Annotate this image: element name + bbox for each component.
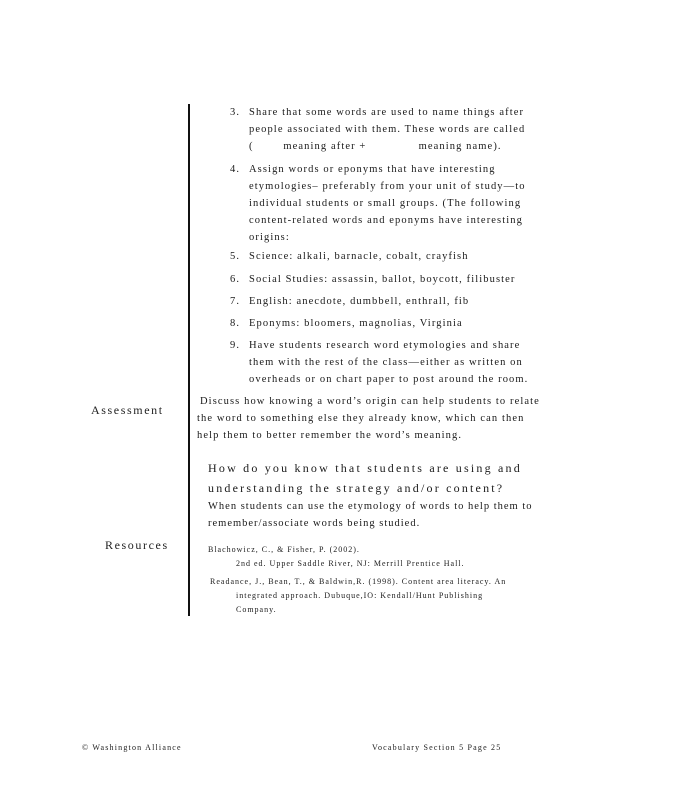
text-line: etymologies– preferably from your unit of study—to xyxy=(249,181,526,192)
text-line: content-related words and eponyms have interesting xyxy=(249,215,523,226)
list-item-text xyxy=(249,337,549,388)
list-item-text xyxy=(249,248,549,265)
list-item-number: 7. xyxy=(230,296,241,307)
text-line: integrated approach. Dubuque,IO: Kendall/Hunt Publishing xyxy=(236,591,484,600)
reference-item xyxy=(208,543,465,571)
reference-item xyxy=(210,575,506,617)
text-line: origins: xyxy=(249,232,290,243)
list-item-number: 9. xyxy=(230,340,241,351)
text-line: Eponyms: bloomers, magnolias, Virginia xyxy=(249,318,463,329)
text-line: Company. xyxy=(236,605,277,614)
text-line: them with the rest of the class—either as written on xyxy=(249,357,523,368)
list-item-number: 4. xyxy=(230,164,241,175)
list-item-text xyxy=(249,315,549,332)
text-line: Blachowicz, C., & Fisher, P. (2002). xyxy=(208,545,360,554)
list-item-number: 5. xyxy=(230,251,241,262)
list-item-text xyxy=(249,104,549,155)
text-line: 2nd ed. Upper Saddle River, NJ: Merrill Prentice Hall. xyxy=(236,559,465,568)
list-item-number: 8. xyxy=(230,318,241,329)
footer-page-info: Vocabulary Section 5 Page 25 xyxy=(372,743,502,752)
text-line: Share that some words are used to name things after xyxy=(249,107,525,118)
list-item-number: 3. xyxy=(230,107,241,118)
text-line: English: anecdote, dumbbell, enthrall, fib xyxy=(249,296,470,307)
text-line: When students can use the etymology of words to help them to xyxy=(208,501,533,512)
text-line: remember/associate words being studied. xyxy=(208,518,421,529)
footer-copyright: © Washington Alliance xyxy=(82,743,182,752)
resources-label: Resources xyxy=(105,538,169,552)
text-line: people associated with them. These words are called xyxy=(249,124,526,135)
assessment-text xyxy=(197,393,540,444)
text-line: Assign words or eponyms that have interesting xyxy=(249,164,496,175)
text-line: How do you know that students are using and xyxy=(208,461,522,475)
list-item-text xyxy=(249,293,549,310)
text-line: Science: alkali, barnacle, cobalt, crayfish xyxy=(249,251,469,262)
list-item-number: 6. xyxy=(230,274,241,285)
text-line: Readance, J., Bean, T., & Baldwin,R. (1998). Content area literacy. An xyxy=(210,577,507,586)
text-line: understanding the strategy and/or content? xyxy=(208,481,505,495)
text-line: Social Studies: assassin, ballot, boycott, filibuster xyxy=(249,274,516,285)
text-line: the word to something else they already know, which can then xyxy=(197,413,525,424)
list-item-text xyxy=(249,271,549,288)
text-line: individual students or small groups. (The following xyxy=(249,198,522,209)
text-line: Have students research word etymologies and share xyxy=(249,340,521,351)
assessment-label: Assessment xyxy=(91,403,164,417)
text-line: ( meaning after + meaning name). xyxy=(249,141,502,152)
text-line: Discuss how knowing a word’s origin can help students to relate xyxy=(200,396,540,407)
assessment-question xyxy=(208,458,522,498)
text-line: overheads or on chart paper to post around the room. xyxy=(249,374,529,385)
assessment-answer xyxy=(208,498,533,532)
text-line: help them to better remember the word’s meaning. xyxy=(197,430,463,441)
list-item-text xyxy=(249,161,549,246)
vertical-divider xyxy=(188,104,190,616)
